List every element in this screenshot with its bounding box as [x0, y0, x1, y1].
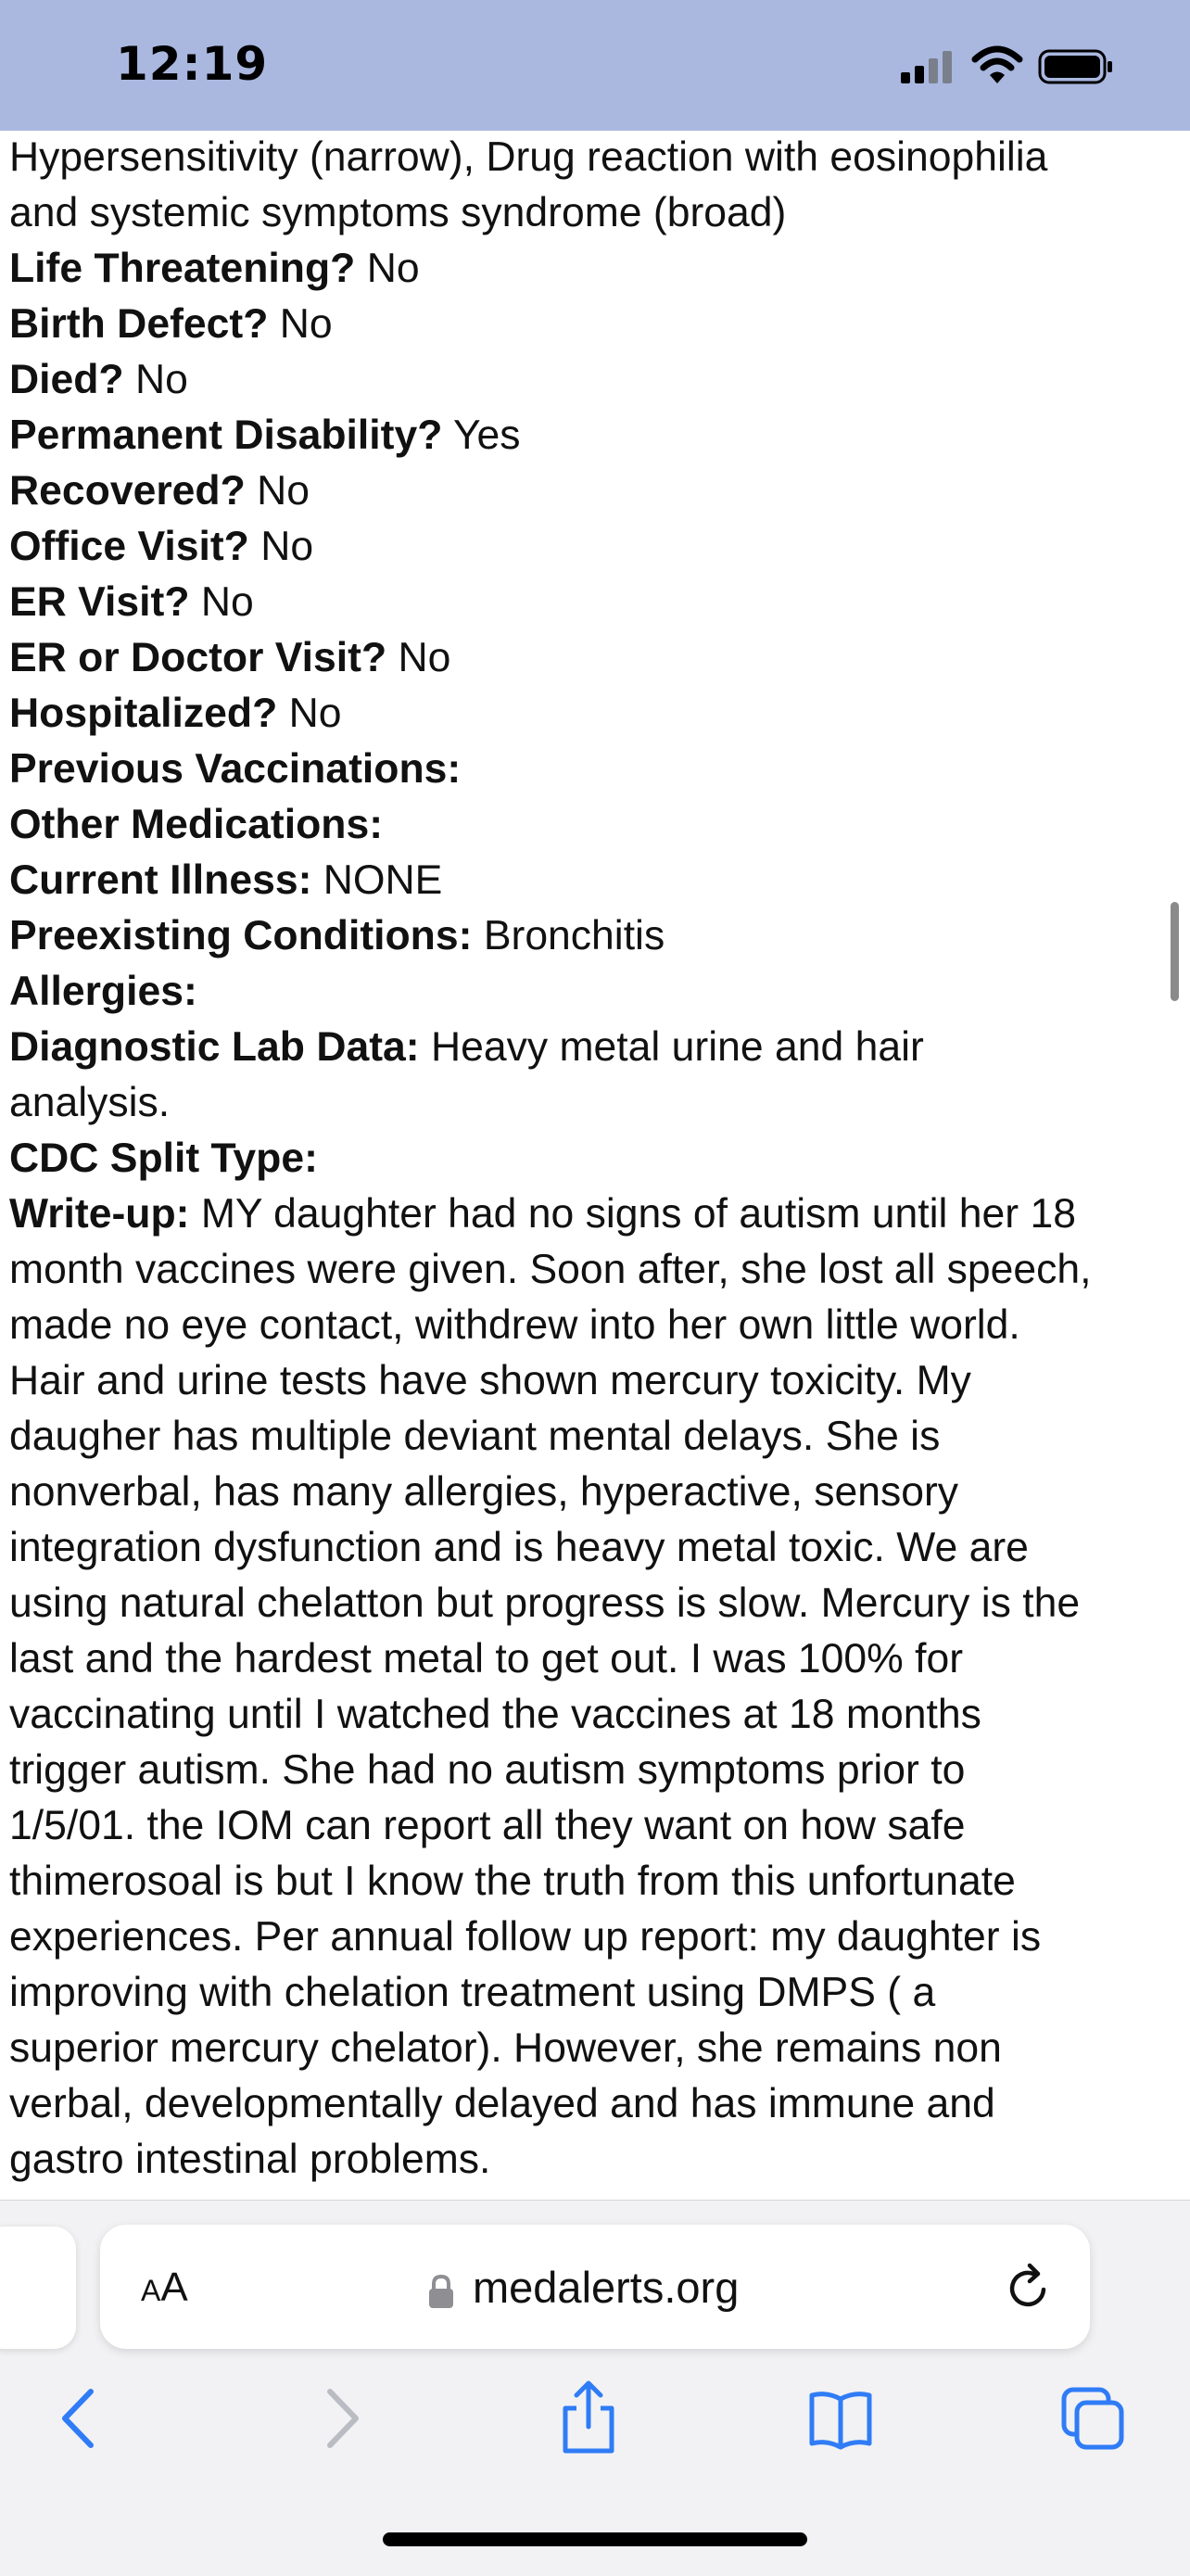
field-label: Write-up: — [9, 1191, 190, 1237]
field-label: Office Visit? — [9, 524, 249, 569]
forward-icon[interactable] — [308, 2386, 373, 2451]
tabs-icon[interactable] — [1060, 2386, 1125, 2451]
field-value: NONE — [323, 857, 443, 903]
writeup-line: made no eye contact, withdrew into her own little world. — [9, 1302, 1020, 1348]
field-preexisting-conditions — [9, 908, 1181, 964]
field-permanent-disability — [9, 408, 1181, 463]
writeup-line: verbal, developmentally delayed and has immune and — [9, 2081, 995, 2126]
field-er-visit — [9, 575, 1181, 630]
field-current-illness — [9, 853, 1181, 908]
field-cdc-split-type — [9, 1131, 1181, 1186]
address-bar[interactable] — [100, 2225, 1090, 2349]
field-died — [9, 352, 1181, 408]
field-er-or-doctor-visit — [9, 630, 1181, 686]
text-line: analysis. — [9, 1080, 171, 1125]
field-other-medications — [9, 797, 1181, 853]
field-label: Allergies: — [9, 969, 197, 1014]
field-label: Birth Defect? — [9, 301, 269, 347]
field-value: Heavy metal urine and hair — [430, 1024, 924, 1070]
writeup-line: nonverbal, has many allergies, hyperactive, sensory — [9, 1469, 959, 1515]
field-value: No — [135, 357, 188, 402]
share-icon[interactable] — [556, 2380, 621, 2455]
field-label: Current Illness: — [9, 857, 312, 903]
field-label: Other Medications: — [9, 802, 384, 847]
writeup-line: experiences. Per annual follow up report: my daughter is — [9, 1914, 1042, 1960]
writeup-line: gastro intestinal problems. — [9, 2137, 491, 2182]
field-label: Preexisting Conditions: — [9, 913, 473, 958]
browser-toolbar — [0, 2200, 1190, 2576]
field-value: MY daughter had no signs of autism until her 18 — [200, 1191, 1076, 1237]
field-write-up — [9, 1186, 1181, 1242]
field-value: No — [288, 691, 342, 736]
field-value: No — [279, 301, 333, 347]
field-office-visit — [9, 519, 1181, 575]
field-label: Hospitalized? — [9, 691, 278, 736]
back-icon[interactable] — [48, 2386, 113, 2451]
field-value: No — [398, 635, 451, 680]
field-value: No — [257, 468, 310, 514]
field-label: Permanent Disability? — [9, 412, 443, 458]
writeup-line: trigger autism. She had no autism symptoms prior to — [9, 1747, 966, 1793]
field-value: No — [260, 524, 314, 569]
reload-icon[interactable] — [1003, 2262, 1055, 2314]
lock-icon — [426, 2273, 456, 2310]
status-time: 12:19 — [116, 37, 269, 91]
scrollbar[interactable] — [1171, 902, 1179, 1001]
url-domain: medalerts.org — [473, 2263, 740, 2312]
home-indicator — [383, 2532, 807, 2546]
field-value: Bronchitis — [483, 913, 665, 958]
wifi-icon — [971, 44, 1023, 85]
field-allergies — [9, 964, 1181, 1020]
field-label: Diagnostic Lab Data: — [9, 1024, 420, 1070]
field-birth-defect — [9, 297, 1181, 352]
field-diagnostic-lab-data — [9, 1020, 1181, 1075]
text-line: Hypersensitivity (narrow), Drug reaction with eosinophilia — [9, 134, 1048, 180]
writeup-line: Hair and urine tests have shown mercury toxicity. My — [9, 1358, 971, 1403]
field-label: ER Visit? — [9, 579, 190, 625]
writeup-line: superior mercury chelator). However, she remains non — [9, 2025, 1002, 2071]
status-bar — [0, 0, 1190, 131]
field-label: Life Threatening? — [9, 246, 356, 291]
field-life-threatening — [9, 241, 1181, 297]
writeup-line: last and the hardest metal to get out. I was 100% for — [9, 1636, 964, 1681]
field-value: Yes — [452, 412, 521, 458]
writeup-line: using natural chelatton but progress is slow. Mercury is the — [9, 1580, 1081, 1626]
aa-large-letter: A — [160, 2265, 188, 2310]
writeup-line: vaccinating until I watched the vaccines at 18 months — [9, 1692, 981, 1737]
field-label: CDC Split Type: — [9, 1136, 318, 1181]
aa-small-letter: A — [141, 2274, 161, 2307]
report-content — [9, 130, 1181, 2188]
text-line: and systemic symptoms syndrome (broad) — [9, 190, 787, 235]
field-label: ER or Doctor Visit? — [9, 635, 387, 680]
field-value: No — [200, 579, 254, 625]
field-previous-vaccinations — [9, 742, 1181, 797]
field-recovered — [9, 463, 1181, 519]
reader-options-button[interactable] — [141, 2262, 188, 2314]
previous-tab-card[interactable] — [0, 2227, 76, 2349]
field-label: Recovered? — [9, 468, 246, 514]
writeup-line: 1/5/01. the IOM can report all they want on how safe — [9, 1803, 966, 1848]
writeup-line: thimerosoal is but I know the truth from this unfortunate — [9, 1859, 1016, 1904]
writeup-line: daugher has multiple deviant mental delays. She is — [9, 1414, 941, 1459]
writeup-line: month vaccines were given. Soon after, she lost all speech, — [9, 1247, 1092, 1292]
writeup-line: integration dysfunction and is heavy metal toxic. We are — [9, 1525, 1029, 1570]
field-label: Died? — [9, 357, 124, 402]
battery-icon — [1038, 48, 1114, 85]
field-label: Previous Vaccinations: — [9, 746, 462, 792]
field-hospitalized — [9, 686, 1181, 742]
writeup-line: improving with chelation treatment using DMPS ( a — [9, 1970, 936, 2015]
field-value: No — [366, 246, 420, 291]
cellular-signal-icon — [899, 48, 955, 85]
bookmarks-icon[interactable] — [808, 2386, 873, 2451]
